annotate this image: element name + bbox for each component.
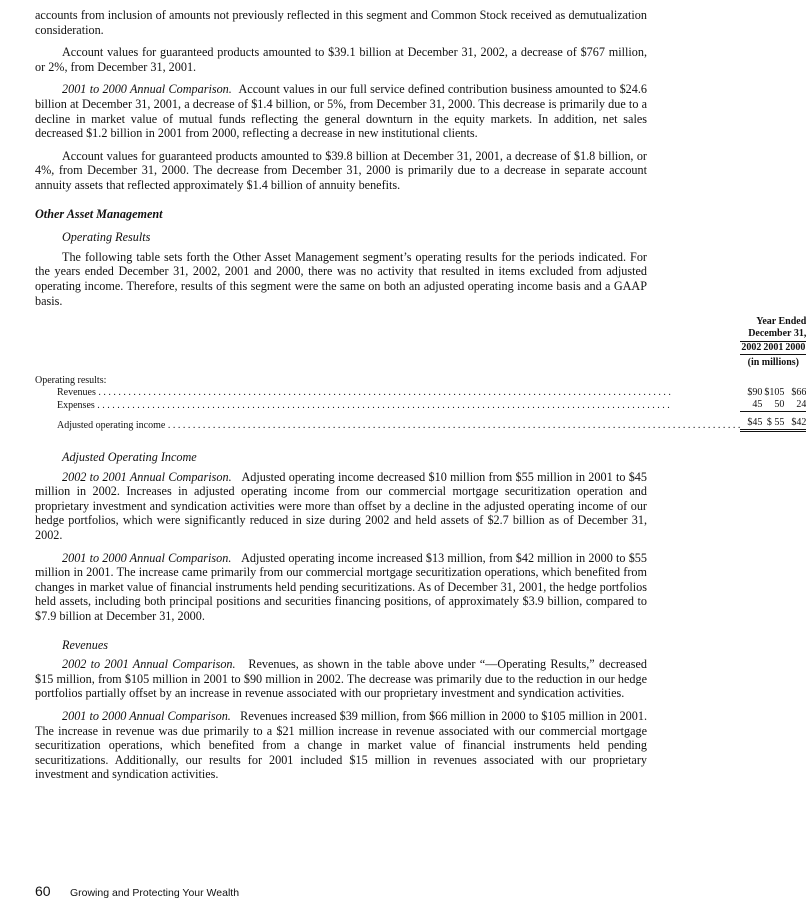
comparison-lead: 2002 to 2001 Annual Comparison. xyxy=(62,657,236,672)
cell-expenses-2000: 24 xyxy=(784,399,806,412)
section-intro: The following table sets forth the Other Asset Management segment’s operating results for the periods indicated. For the years ended December 31, 2002, 2001 and 2000, there was no activity that resulted in items excluded from adjusted operating income. Therefore, results of this segment were the same on both an adjusted operating income basis and a GAAP basis. xyxy=(35,249,647,308)
table-year-2002: 2002 xyxy=(741,342,762,354)
section-title: Other Asset Management xyxy=(35,206,163,221)
cell-expenses-2002: 45 xyxy=(740,399,762,412)
table-row xyxy=(35,399,806,412)
table-units: (in millions) xyxy=(747,357,800,369)
comparison-lead: 2002 to 2001 Annual Comparison. xyxy=(62,469,232,484)
table-year-2001: 2001 xyxy=(763,342,784,354)
row-label-expenses: Expenses . . . xyxy=(35,399,740,412)
cell-revenues-2000: $66 xyxy=(791,387,806,399)
revenues-heading: Revenues xyxy=(62,637,109,652)
comparison-lead: 2001 to 2000 Annual Comparison. xyxy=(62,709,231,723)
comparison-lead: 2001 to 2000 Annual Comparison. xyxy=(62,550,232,565)
paragraph-body: Adjusted operating income increased $13 million, from $42 million in 2000 to $55 million in 2001. The increase came primarily from our commercial mortgage securitization operations, which benefited from changes in market value of financial instruments held pending securitizations. As of December 31, 2001, the hedge portfolios held assets, including both principal positions and securities financing positions, of approximately $3.9 billion, compared to $7.9 billion at December 31, 2000. xyxy=(35,550,647,624)
paragraph-body: Revenues, as shown in the table above under “—Operating Results,” decreased $15 million, from $105 million in 2001 to $90 million in 2002. The decrease was primarily due to the reduction in our hedge portfolios partially offset by an increase in revenue associated with our proprietary investment and syndication activities. xyxy=(35,657,647,701)
operating-results-table xyxy=(35,316,806,432)
cell-aoi-2000: $42 xyxy=(784,417,806,432)
paragraph-demutualization: accounts from inclusion of amounts not previously reflected in this segment and Common Stock received as demutualization consideration. xyxy=(35,8,647,37)
paragraph-guaranteed-2002: Account values for guaranteed products amounted to $39.1 billion at December 31, 2002, a decrease of $767 million, or 2%, from December 31, 2001. xyxy=(35,45,647,74)
table-row xyxy=(35,387,806,399)
table-group-label: Operating results: xyxy=(35,375,107,387)
row-label-adjusted-operating-income: Adjusted operating income . . . xyxy=(35,417,740,432)
paragraph-body: Revenues increased $39 million, from $66 million in 2000 to $105 million in 2001. The increase in revenue was due primarily to a $21 million increase in revenue associated with our commercial mortgage securitization operations, which benefited from a change in market value of financial instruments held pending securitizations. Additionally, our results for 2001 included $15 million in revenues associated with our proprietary investment and syndication activities. xyxy=(35,709,647,782)
cell-aoi-2002: $45 xyxy=(740,417,762,432)
table-year-2000: 2000 xyxy=(785,342,806,354)
paragraph-revenues-2001 xyxy=(35,709,647,782)
operating-results-heading: Operating Results xyxy=(62,230,151,245)
comparison-lead: 2001 to 2000 Annual Comparison. xyxy=(62,82,232,97)
cell-revenues-2002: $90 xyxy=(747,387,763,399)
paragraph-aoi-2002 xyxy=(35,470,647,543)
paragraph-body: Adjusted operating income decreased $10 million from $55 million in 2001 to $45 million in 2002. Increases in adjusted operating income from our commercial mortgage securitization operation and proprietary investment and syndication activities were more than offset by a decline in the adjusted operating income of our hedge portfolios, which were significantly reduced in size during 2002 and held assets of $2.7 billion as of December 31, 2002. xyxy=(35,469,647,543)
page-footer xyxy=(35,884,239,901)
paragraph-guaranteed-2001: Account values for guaranteed products amounted to $39.8 billion at December 31, 2001, a decrease of $1.8 billion, or 4%, from December 31, 2000. The decrease from December 31, 2000 is primarily due to a decrease in separate account annuity assets that reflected approximately $1.4 billion of annuity benefits. xyxy=(35,148,647,192)
table-header-year-ended: Year Ended December 31, xyxy=(740,316,806,342)
paragraph-full-service-2001 xyxy=(35,82,647,140)
paragraph-body: Account values in our full service defined contribution business amounted to $24.6 billion at December 31, 2001, a decrease of $1.4 billion, or 5%, from December 31, 2000. This decrease is primarily due to a decline in market value of mutual funds reflecting the general downturn in the equity markets. In addition, net sales decreased $1.2 billion in 2001 from 2000, reflecting a decrease in new institutional clients. xyxy=(35,82,648,141)
running-title: Growing and Protecting Your Wealth xyxy=(69,887,240,899)
paragraph-aoi-2001 xyxy=(35,551,647,624)
table-row xyxy=(35,417,806,432)
adjusted-operating-income-heading: Adjusted Operating Income xyxy=(62,450,197,465)
cell-aoi-2001: $ 55 xyxy=(762,417,784,432)
cell-revenues-2001: $105 xyxy=(764,387,785,399)
row-label-revenues: Revenues . . . xyxy=(35,387,740,399)
cell-expenses-2001: 50 xyxy=(762,399,784,412)
paragraph-revenues-2002 xyxy=(35,657,647,701)
page-number: 60 xyxy=(35,883,51,899)
document-page xyxy=(35,8,806,790)
